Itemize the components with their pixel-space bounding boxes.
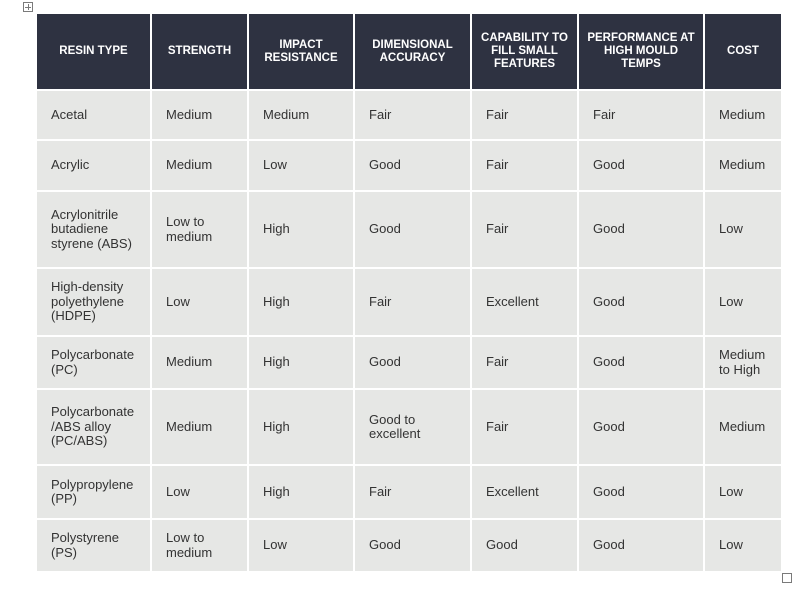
table-row [36,268,782,336]
table-move-handle-icon[interactable] [23,2,33,12]
cell-strength: Medium [151,389,248,465]
cell-fill-small-features: Fair [471,191,578,268]
cell-impact-resistance: High [248,465,354,519]
cell-resin-type: Polycarbonate /ABS alloy (PC/ABS) [36,389,151,465]
cell-impact-resistance: Low [248,519,354,572]
cell-high-mould-temps: Good [578,191,704,268]
cell-resin-type: Polystyrene (PS) [36,519,151,572]
header-strength: STRENGTH [151,13,248,90]
cell-dimensional-accuracy: Fair [354,90,471,140]
header-cost: COST [704,13,782,90]
cell-cost: Low [704,465,782,519]
cell-high-mould-temps: Good [578,389,704,465]
cell-fill-small-features: Fair [471,336,578,389]
cell-impact-resistance: High [248,191,354,268]
cell-fill-small-features: Fair [471,90,578,140]
header-resin-type: RESIN TYPE [36,13,151,90]
header-row [36,13,782,90]
table-row [36,336,782,389]
cell-high-mould-temps: Good [578,465,704,519]
cell-cost: Low [704,191,782,268]
cell-strength: Low [151,268,248,336]
cell-resin-type: Acetal [36,90,151,140]
cell-dimensional-accuracy: Good to excellent [354,389,471,465]
cell-resin-type: Acrylonitrile butadiene styrene (ABS) [36,191,151,268]
table-row [36,465,782,519]
cell-cost: Medium [704,140,782,191]
cell-impact-resistance: Medium [248,90,354,140]
cell-dimensional-accuracy: Fair [354,268,471,336]
cell-high-mould-temps: Good [578,519,704,572]
cell-strength: Medium [151,336,248,389]
cell-fill-small-features: Good [471,519,578,572]
cell-resin-type: Polypropylene (PP) [36,465,151,519]
cell-resin-type: Polycarbonate (PC) [36,336,151,389]
cell-dimensional-accuracy: Good [354,140,471,191]
cell-fill-small-features: Fair [471,389,578,465]
cell-cost: Medium [704,90,782,140]
cell-dimensional-accuracy: Fair [354,465,471,519]
cell-fill-small-features: Excellent [471,268,578,336]
cell-resin-type: High-density polyethylene (HDPE) [36,268,151,336]
cell-strength: Medium [151,90,248,140]
cell-strength: Low to medium [151,191,248,268]
table-resize-handle-icon[interactable] [782,573,792,583]
cell-impact-resistance: High [248,336,354,389]
cell-high-mould-temps: Good [578,268,704,336]
cell-resin-type: Acrylic [36,140,151,191]
cell-strength: Low [151,465,248,519]
cell-fill-small-features: Excellent [471,465,578,519]
table-row [36,140,782,191]
cell-dimensional-accuracy: Good [354,519,471,572]
cell-cost: Medium [704,389,782,465]
table-row [36,519,782,572]
cell-fill-small-features: Fair [471,140,578,191]
cell-dimensional-accuracy: Good [354,336,471,389]
cell-high-mould-temps: Good [578,336,704,389]
table-row [36,389,782,465]
cell-high-mould-temps: Fair [578,90,704,140]
table-row [36,90,782,140]
table-row [36,191,782,268]
cell-dimensional-accuracy: Good [354,191,471,268]
cell-impact-resistance: Low [248,140,354,191]
header-dimensional-accuracy: DIMENSIONAL ACCURACY [354,13,471,90]
cell-cost: Low [704,519,782,572]
cell-strength: Medium [151,140,248,191]
header-high-mould-temps: PERFORMANCE AT HIGH MOULD TEMPS [578,13,704,90]
header-impact-resistance: IMPACT RESISTANCE [248,13,354,90]
cell-impact-resistance: High [248,389,354,465]
cell-impact-resistance: High [248,268,354,336]
cell-cost: Medium to High [704,336,782,389]
cell-strength: Low to medium [151,519,248,572]
header-fill-small-features: CAPABILITY TO FILL SMALL FEATURES [471,13,578,90]
cell-high-mould-temps: Good [578,140,704,191]
resin-comparison-table [35,12,783,573]
cell-cost: Low [704,268,782,336]
